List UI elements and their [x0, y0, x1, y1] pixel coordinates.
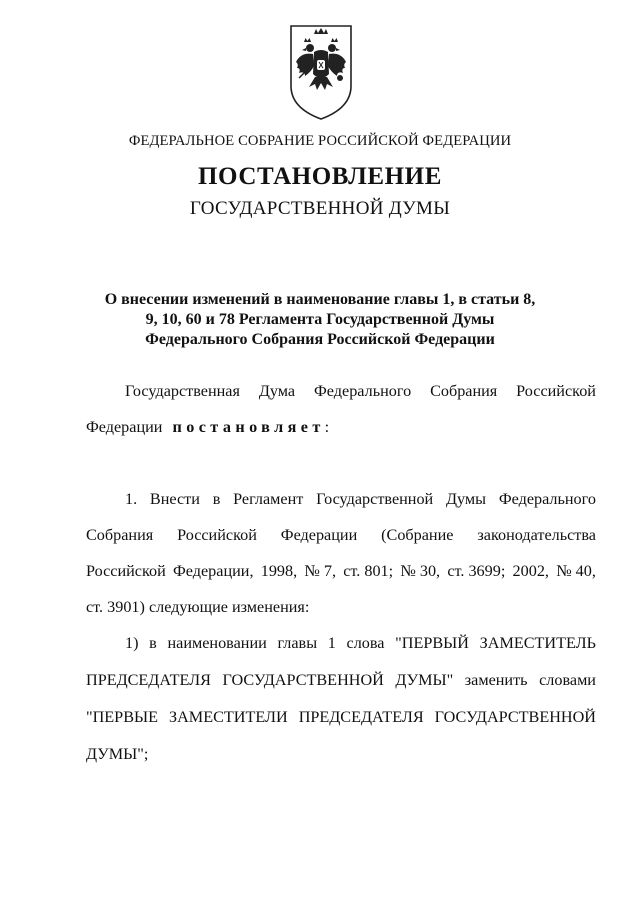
word: ДУМЫ": [395, 671, 454, 689]
item1-line: [125, 489, 596, 509]
word: 1998,: [260, 562, 298, 580]
word: главы: [277, 634, 318, 652]
word: "ПЕРВЫЙ: [395, 634, 469, 652]
word: № 30,: [400, 562, 441, 580]
word: словами: [539, 671, 596, 689]
colon: :: [324, 418, 330, 436]
word: Федерации,: [173, 562, 254, 580]
assembly-heading: ФЕДЕРАЛЬНОЕ СОБРАНИЕ РОССИЙСКОЙ ФЕДЕРАЦИИ: [128, 133, 512, 149]
item1-line: [86, 525, 596, 545]
word: (Собрание: [381, 526, 454, 544]
word: слова: [346, 634, 385, 652]
resolves-word: постановляет: [172, 418, 325, 436]
preamble-line: [125, 381, 596, 401]
word: заменить: [464, 671, 528, 689]
document-subject: [60, 290, 580, 350]
word: 1.: [125, 490, 138, 508]
word: ЗАМЕСТИТЕЛИ: [169, 708, 288, 726]
word: 1): [125, 634, 139, 652]
word: ГОСУДАРСТВЕННОЙ: [434, 708, 596, 726]
word: ст. 3699;: [447, 562, 506, 580]
word: Федерального: [314, 382, 412, 400]
word: ГОСУДАРСТВЕННОЙ: [222, 671, 384, 689]
word: 2002,: [512, 562, 549, 580]
word: Думы: [446, 490, 487, 508]
subitem1-line: ДУМЫ";: [86, 745, 149, 763]
word: ПРЕДСЕДАТЕЛЯ: [86, 671, 211, 689]
subitem1-line: [86, 670, 596, 690]
word: № 7,: [304, 562, 336, 580]
word: в: [212, 490, 221, 508]
word: "ПЕРВЫЕ: [86, 708, 158, 726]
state-emblem-icon: [287, 22, 355, 122]
word: Дума: [258, 382, 296, 400]
word: Собрания: [86, 526, 154, 544]
word: наименовании: [167, 634, 267, 652]
word: в: [149, 634, 157, 652]
subject-line: 9, 10, 60 и 78 Регламента Государственной Думы: [145, 311, 495, 328]
word: 1: [327, 634, 336, 652]
word: Собрания: [430, 382, 498, 400]
item1-line: ст. 3901) следующие изменения:: [86, 598, 310, 616]
subitem1-line: [125, 633, 596, 653]
word: Регламент: [233, 490, 304, 508]
word: Внести: [149, 490, 200, 508]
issuer-heading: ГОСУДАРСТВЕННОЙ ДУМЫ: [189, 198, 451, 219]
word: № 40,: [556, 562, 596, 580]
word: Государственная: [125, 382, 240, 400]
word: ПРЕДСЕДАТЕЛЯ: [298, 708, 424, 726]
subject-line: Федерального Собрания Российской Федерации: [145, 331, 495, 348]
preamble-line: [86, 417, 596, 437]
word: ЗАМЕСТИТЕЛЬ: [479, 634, 596, 652]
word: ст. 801;: [343, 562, 394, 580]
word: Федерации: [280, 526, 358, 544]
subitem1-line: [86, 707, 596, 727]
word: Государственной: [316, 490, 434, 508]
word: законодательства: [477, 526, 596, 544]
word: Федерального: [498, 490, 596, 508]
word: Российской: [177, 526, 257, 544]
item1-line: [86, 561, 596, 581]
word: Российской: [516, 382, 596, 400]
word: Федерации: [86, 418, 163, 436]
document-type-title: ПОСТАНОВЛЕНИЕ: [197, 163, 443, 190]
subject-line: О внесении изменений в наименование главы 1, в статьи 8,: [104, 291, 536, 308]
word: Российской: [86, 562, 166, 580]
